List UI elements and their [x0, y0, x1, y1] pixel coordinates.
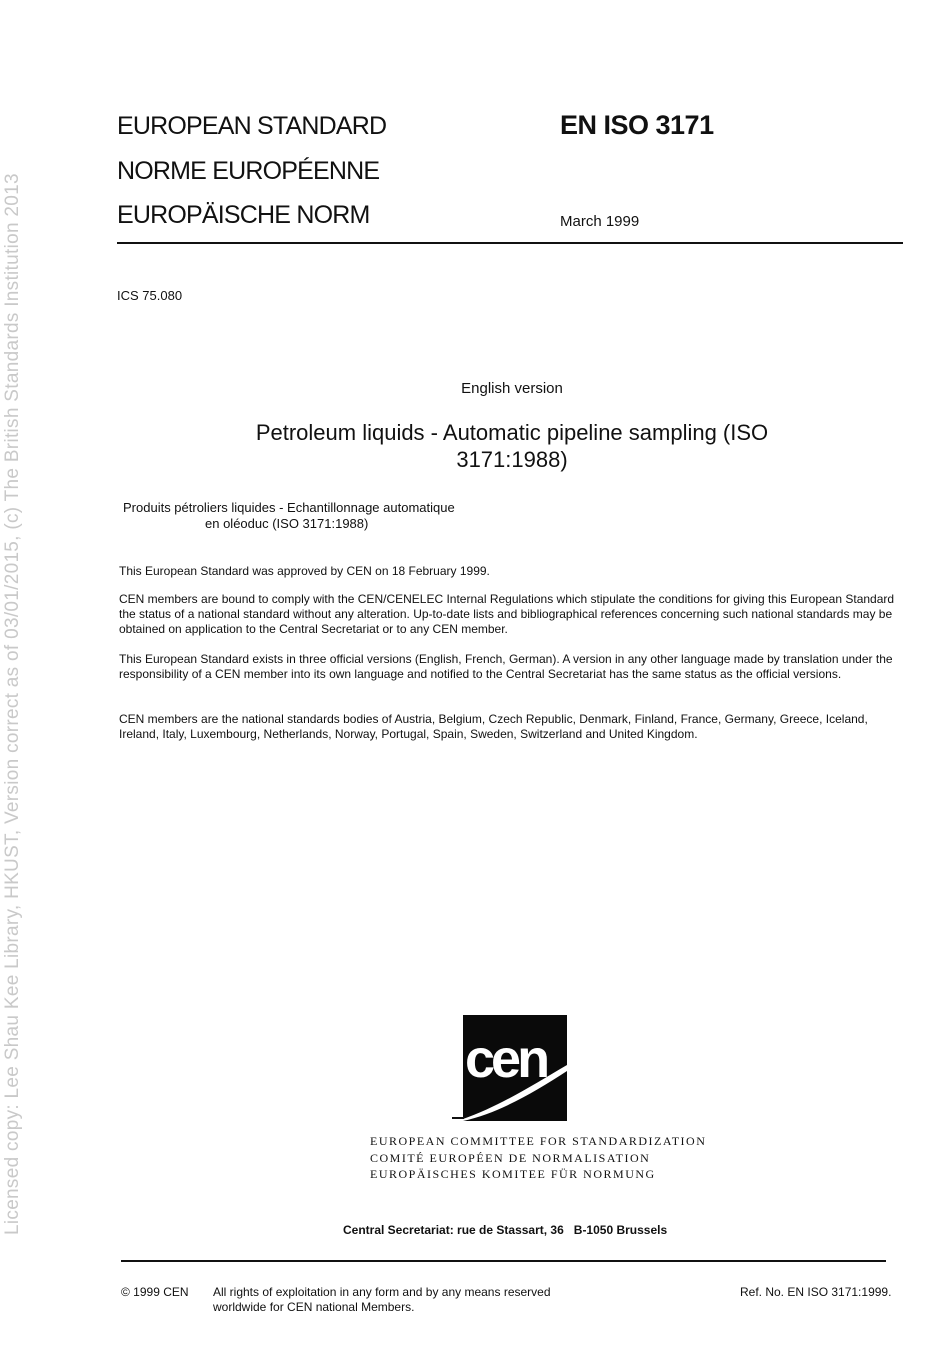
header-rule — [117, 242, 903, 244]
reference-number: Ref. No. EN ISO 3171:1999. — [740, 1285, 892, 1299]
title-english: EUROPEAN STANDARD — [117, 112, 387, 140]
document-title-line1: Petroleum liquids - Automatic pipeline sampling (ISO — [255, 420, 769, 445]
members-paragraph: CEN members are the national standards bodies of Austria, Belgium, Czech Republic, Denmark, Finland, France, Germany, Greece, Iceland, Ireland, Italy, Luxembourg, Netherlands, Norway, Portugal, Spain, Sweden, Switzerland and United Kingdom. — [119, 712, 868, 741]
document-title — [232, 419, 792, 473]
committee-english: EUROPEAN COMMITTEE FOR STANDARDIZATION — [370, 1134, 707, 1148]
versions-paragraph: This European Standard exists in three official versions (English, French, German). A version in any other language made by translation under the responsibility of a CEN member into its own language and notified to the Central Secretariat has the same status as the official versions. — [119, 652, 893, 681]
cen-logo-graphic — [463, 1015, 567, 1121]
central-secretariat: Central Secretariat: rue de Stassart, 36 B-1050 Brussels — [343, 1223, 668, 1237]
approval-paragraph: This European Standard was approved by CEN on 18 February 1999. — [119, 564, 490, 578]
rights-statement — [213, 1285, 551, 1315]
french-title-line1: Produits pétroliers liquides - Echantillonnage automatique — [123, 500, 455, 515]
copyright-notice: © 1999 CEN — [121, 1285, 189, 1299]
rights-line1: All rights of exploitation in any form and by any means reserved — [213, 1285, 551, 1299]
document-title-line2: 3171:1988) — [456, 447, 568, 472]
title-french: NORME EUROPÉENNE — [117, 157, 380, 185]
title-german: EUROPÄISCHE NORM — [117, 201, 370, 229]
committee-names — [370, 1133, 706, 1183]
publication-date: March 1999 — [560, 213, 640, 230]
regulations-paragraph: CEN members are bound to comply with the CEN/CENELEC Internal Regulations which stipulate the conditions for giving this European Standard the status of a national standard without any alteration. Up-to-date lists and bibliographical references concerning such national standards may be obtained on application to the Central Secretariat or to any CEN member. — [119, 592, 895, 636]
footer-rule — [121, 1260, 886, 1262]
cen-logo — [463, 1015, 567, 1121]
ics-code: ICS 75.080 — [117, 288, 183, 303]
logo-swoosh-tail — [452, 1117, 464, 1119]
committee-french: COMITÉ EUROPÉEN DE NORMALISATION — [370, 1150, 651, 1165]
watermark-text: Licensed copy: Lee Shau Kee Library, HKUST, Version correct as of 03/01/2015, (c) The British Standards Institution 2013 — [2, 173, 23, 1235]
standard-code: EN ISO 3171 — [560, 110, 714, 140]
rights-line2: worldwide for CEN national Members. — [213, 1300, 415, 1314]
french-title-line2: en oléoduc (ISO 3171:1988) — [205, 516, 369, 531]
french-title — [123, 500, 455, 532]
committee-german: EUROPÄISCHES KOMITEE FÜR NORMUNG — [370, 1167, 656, 1181]
version-label: English version — [461, 380, 563, 397]
cen-logo-text: cen — [465, 1029, 547, 1089]
